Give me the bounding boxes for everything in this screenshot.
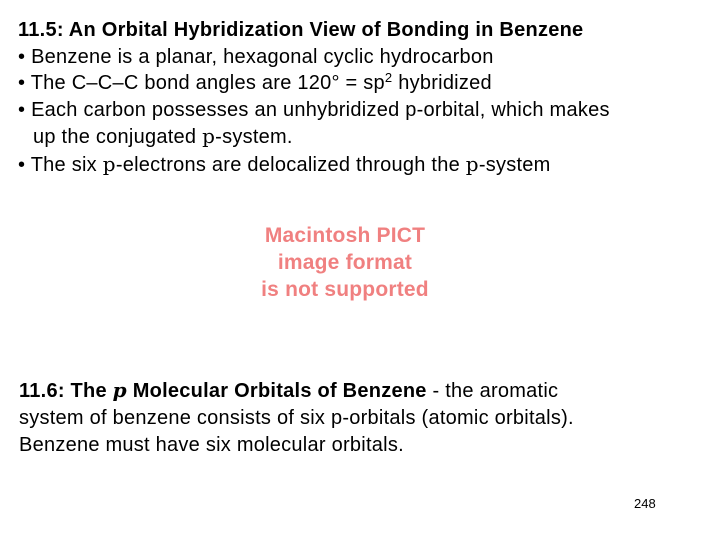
unsupported-image-placeholder: Macintosh PICT image format is not supported [261,224,429,301]
pi-symbol: p [465,151,479,176]
pi-symbol: p [112,378,127,402]
bullet-bond-angles: • The C–C–C bond angles are $120^\circ = sp^2$ hybridized [18,70,492,94]
section-title: 11.5: An Orbital Hybridization View of Bonding in Benzene [18,19,584,41]
pi-symbol: p [202,124,216,148]
bullet-marker: • [18,98,26,121]
bullet-marker: • [18,45,26,68]
page-number: 248 [634,496,656,511]
bullet-p-orbital-continued: up the conjugated p-system. [33,124,293,148]
bullet-delocalized: • The six p-electrons are delocalized through the p-system [18,151,551,176]
hybridization-section [18,17,718,178]
bullet-marker: • [18,72,26,94]
bullet-planar: • Benzene is a planar, hexagonal cyclic hydrocarbon [18,45,494,68]
pi-symbol: p [102,151,116,176]
mo-line-3: Benzene must have six molecular orbitals. [19,434,404,456]
superscript-2: 2 [384,70,393,85]
bullet-marker: • [18,153,26,176]
bullet-p-orbital: • Each carbon possesses an unhybridized p-orbital, which makes [18,98,610,121]
section-title-2: 11.6: The p Molecular Orbitals of Benzene [19,378,427,402]
molecular-orbitals-section [19,377,709,459]
mo-line-2: system of benzene consists of six p-orbitals (atomic orbitals). [19,407,574,429]
mo-line-1: 11.6: The p Molecular Orbitals of Benzene - the aromatic [19,378,559,402]
